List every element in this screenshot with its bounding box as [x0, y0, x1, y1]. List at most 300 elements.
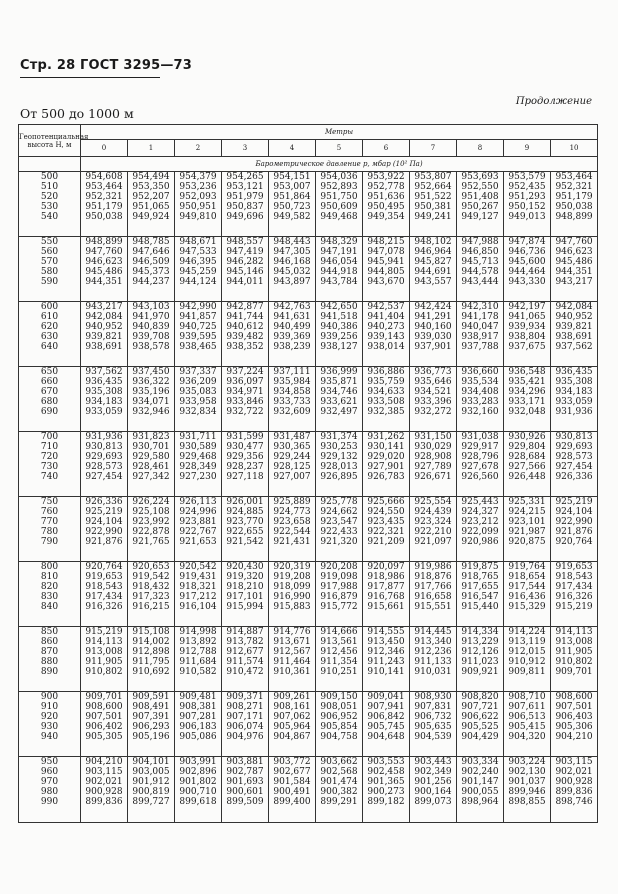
pressure-value: 954,265	[226, 172, 264, 182]
pressure-value: 913,119	[508, 637, 546, 647]
pressure-value: 919,875	[461, 562, 499, 572]
pressure-cell	[551, 367, 598, 432]
pressure-value: 951,065	[132, 202, 170, 212]
pressure-value: 952,321	[555, 182, 593, 192]
pressure-value: 946,623	[555, 247, 593, 257]
pressure-value: 909,701	[555, 667, 593, 677]
pressure-value: 902,349	[414, 767, 452, 777]
column-header: 1	[128, 140, 175, 157]
pressure-value: 907,391	[132, 712, 170, 722]
pressure-value: 913,450	[367, 637, 405, 647]
height-value: 640	[40, 342, 59, 352]
pressure-value: 909,701	[85, 692, 123, 702]
pressure-value: 935,421	[508, 377, 546, 387]
pressure-value: 933,059	[85, 407, 123, 417]
pressure-cell	[316, 237, 363, 302]
continuation-label: Продолжение	[515, 96, 592, 107]
pressure-value: 935,083	[179, 387, 217, 397]
pressure-value: 933,396	[414, 397, 452, 407]
pressure-value: 931,487	[273, 432, 311, 442]
pressure-cell	[175, 562, 222, 627]
pressure-cell	[504, 432, 551, 497]
height-value: 820	[40, 582, 59, 592]
pressure-value: 922,210	[414, 527, 452, 537]
pressure-cell	[222, 302, 269, 367]
pressure-value: 927,454	[85, 472, 123, 482]
pressure-value: 925,108	[132, 507, 170, 517]
pressure-value: 921,209	[367, 537, 405, 547]
pressure-value: 927,342	[132, 472, 170, 482]
pressure-value: 902,240	[461, 767, 499, 777]
pressure-value: 913,008	[555, 637, 593, 647]
pressure-cell	[175, 627, 222, 692]
pressure-value: 953,007	[273, 182, 311, 192]
range-label: От 500 до 1000 м	[20, 106, 134, 121]
pressure-value: 910,031	[414, 667, 452, 677]
pressure-value: 899,509	[226, 797, 264, 807]
pressure-value: 935,646	[414, 377, 452, 387]
height-value: 870	[40, 647, 59, 657]
pressure-value: 953,350	[132, 182, 170, 192]
pressure-value: 903,553	[367, 757, 405, 767]
pressure-value: 921,987	[508, 527, 546, 537]
pressure-value: 925,778	[320, 497, 358, 507]
pressure-value: 916,436	[508, 592, 546, 602]
pressure-value: 929,468	[179, 452, 217, 462]
pressure-value: 919,098	[320, 572, 358, 582]
pressure-value: 906,293	[132, 722, 170, 732]
pressure-value: 911,684	[179, 657, 217, 667]
pressure-value: 924,885	[226, 507, 264, 517]
pressure-value: 922,655	[226, 527, 264, 537]
pressure-value: 952,093	[179, 192, 217, 202]
height-value: 540	[40, 212, 59, 222]
pressure-value: 907,281	[179, 712, 217, 722]
pressure-cell	[222, 432, 269, 497]
pressure-value: 910,141	[367, 667, 405, 677]
pressure-value: 912,567	[273, 647, 311, 657]
pressure-value: 908,600	[85, 702, 123, 712]
pressure-value: 909,371	[226, 692, 264, 702]
pressure-value: 918,986	[367, 572, 405, 582]
pressure-cell	[175, 757, 222, 823]
pressure-value: 909,150	[320, 692, 358, 702]
height-value: 680	[40, 397, 59, 407]
height-value: 560	[40, 247, 59, 257]
pressure-cell	[175, 692, 222, 757]
pressure-value: 931,038	[461, 432, 499, 442]
pressure-value: 954,608	[85, 172, 123, 182]
pressure-value: 925,443	[461, 497, 499, 507]
pressure-value: 947,760	[555, 237, 593, 247]
pressure-value: 940,047	[461, 322, 499, 332]
table-row-group	[19, 627, 598, 692]
pressure-value: 919,208	[273, 572, 311, 582]
pressure-value: 941,178	[461, 312, 499, 322]
pressure-value: 906,513	[508, 712, 546, 722]
pressure-value: 932,160	[461, 407, 499, 417]
pressure-value: 905,086	[179, 732, 217, 742]
pressure-value: 923,881	[179, 517, 217, 527]
pressure-value: 903,224	[508, 757, 546, 767]
pressure-cell	[504, 497, 551, 562]
pressure-value: 945,373	[132, 267, 170, 277]
pressure-value: 909,261	[273, 692, 311, 702]
pressure-cell	[551, 172, 598, 237]
pressure-value: 931,374	[320, 432, 358, 442]
pressure-value: 908,600	[555, 692, 593, 702]
pressure-value: 904,320	[508, 732, 546, 742]
pressure-value: 902,021	[555, 767, 593, 777]
pressure-cell	[363, 497, 410, 562]
pressure-value: 908,381	[179, 702, 217, 712]
pressure-value: 921,431	[273, 537, 311, 547]
pressure-value: 930,589	[179, 442, 217, 452]
pressure-value: 930,365	[273, 442, 311, 452]
pressure-cell	[128, 692, 175, 757]
pressure-value: 929,132	[320, 452, 358, 462]
pressure-value: 944,805	[367, 267, 405, 277]
pressure-value: 936,660	[461, 367, 499, 377]
pressure-value: 925,331	[508, 497, 546, 507]
pressure-value: 937,562	[555, 342, 593, 352]
pressure-cell	[504, 237, 551, 302]
pressure-cell	[81, 757, 128, 823]
pressure-value: 902,021	[85, 777, 123, 787]
pressure-value: 912,236	[414, 647, 452, 657]
pressure-value: 937,788	[461, 342, 499, 352]
pressure-value: 943,784	[320, 277, 358, 287]
pressure-value: 920,542	[179, 562, 217, 572]
pressure-value: 948,899	[85, 237, 123, 247]
pressure-value: 930,253	[320, 442, 358, 452]
pressure-cell	[504, 562, 551, 627]
pressure-value: 900,928	[85, 787, 123, 797]
pressure-cell	[504, 627, 551, 692]
pressure-value: 951,864	[273, 192, 311, 202]
pressure-value: 939,143	[367, 332, 405, 342]
pressure-value: 915,661	[367, 602, 405, 612]
pressure-value: 917,877	[367, 582, 405, 592]
pressure-value: 910,251	[320, 667, 358, 677]
pressure-value: 905,305	[85, 732, 123, 742]
pressure-value: 949,013	[508, 212, 546, 222]
pressure-value: 932,609	[273, 407, 311, 417]
pressure-value: 943,557	[414, 277, 452, 287]
pressure-value: 935,308	[85, 387, 123, 397]
height-value: 850	[40, 627, 59, 637]
pressure-value: 913,229	[461, 637, 499, 647]
pressure-value: 920,986	[461, 537, 499, 547]
pressure-cell	[551, 627, 598, 692]
pressure-value: 938,578	[132, 342, 170, 352]
pressure-value: 924,104	[555, 507, 593, 517]
pressure-value: 939,369	[273, 332, 311, 342]
column-header: 9	[504, 140, 551, 157]
pressure-value: 942,877	[226, 302, 264, 312]
pressure-value: 914,002	[132, 637, 170, 647]
pressure-value: 951,408	[461, 192, 499, 202]
pressure-value: 951,522	[414, 192, 452, 202]
height-value: 520	[40, 192, 59, 202]
pressure-value: 914,445	[414, 627, 452, 637]
pressure-cell	[410, 562, 457, 627]
pressure-value: 940,725	[179, 322, 217, 332]
pressure-value: 948,671	[179, 237, 217, 247]
pressure-value: 950,609	[320, 202, 358, 212]
pressure-value: 899,618	[179, 797, 217, 807]
pressure-value: 954,494	[132, 172, 170, 182]
pressure-cell	[551, 692, 598, 757]
pressure-value: 912,346	[367, 647, 405, 657]
pressure-cell	[269, 237, 316, 302]
pressure-value: 928,908	[414, 452, 452, 462]
pressure-cell	[457, 692, 504, 757]
pressure-value: 907,062	[273, 712, 311, 722]
pressure-value: 942,084	[85, 312, 123, 322]
pressure-value: 924,327	[461, 507, 499, 517]
height-value: 690	[40, 407, 59, 417]
pressure-value: 940,160	[414, 322, 452, 332]
pressure-cell	[269, 367, 316, 432]
pressure-value: 931,823	[132, 432, 170, 442]
pressure-value: 903,334	[461, 757, 499, 767]
pressure-value: 933,621	[320, 397, 358, 407]
pressure-value: 911,905	[85, 657, 123, 667]
pressure-value: 947,419	[226, 247, 264, 257]
height-value: 770	[40, 517, 59, 527]
pressure-value: 922,990	[85, 527, 123, 537]
pressure-value: 921,097	[414, 537, 452, 547]
pressure-value: 912,456	[320, 647, 358, 657]
pressure-value: 904,758	[320, 732, 358, 742]
pressure-value: 915,329	[508, 602, 546, 612]
pressure-value: 944,237	[132, 277, 170, 287]
height-value: 970	[40, 777, 59, 787]
pressure-cell	[81, 302, 128, 367]
pressure-cell	[551, 562, 598, 627]
pressure-value: 948,102	[414, 237, 452, 247]
pressure-value: 918,099	[273, 582, 311, 592]
pressure-value: 921,765	[132, 537, 170, 547]
pressure-value: 924,773	[273, 507, 311, 517]
pressure-value: 921,876	[555, 527, 593, 537]
pressure-value: 943,103	[132, 302, 170, 312]
pressure-value: 941,404	[367, 312, 405, 322]
pressure-value: 940,499	[273, 322, 311, 332]
pressure-value: 922,099	[461, 527, 499, 537]
pressure-cell	[363, 237, 410, 302]
pressure-value: 938,352	[226, 342, 264, 352]
pressure-value: 946,282	[226, 257, 264, 267]
pressure-value: 923,101	[508, 517, 546, 527]
pressure-value: 945,032	[273, 267, 311, 277]
pressure-cell	[457, 302, 504, 367]
pressure-cell	[316, 497, 363, 562]
height-cell	[19, 237, 81, 302]
pressure-value: 916,547	[461, 592, 499, 602]
pressure-value: 931,711	[179, 432, 217, 442]
pressure-value: 943,444	[461, 277, 499, 287]
pressure-value: 927,566	[508, 462, 546, 472]
table-row-group	[19, 302, 598, 367]
pressure-cell	[457, 562, 504, 627]
pressure-cell	[128, 627, 175, 692]
pressure-value: 934,971	[226, 387, 264, 397]
height-value: 570	[40, 257, 59, 267]
pressure-value: 901,147	[461, 777, 499, 787]
pressure-value: 941,744	[226, 312, 264, 322]
pressure-value: 906,732	[414, 712, 452, 722]
pressure-cell	[316, 367, 363, 432]
pressure-value: 949,582	[273, 212, 311, 222]
height-value: 880	[40, 657, 59, 667]
pressure-value: 917,323	[132, 592, 170, 602]
pressure-value: 942,763	[273, 302, 311, 312]
pressure-cell	[316, 172, 363, 237]
pressure-value: 898,855	[508, 797, 546, 807]
pressure-value: 944,124	[179, 277, 217, 287]
pressure-value: 945,713	[461, 257, 499, 267]
pressure-value: 906,622	[461, 712, 499, 722]
height-value: 800	[40, 562, 59, 572]
pressure-value: 919,653	[85, 572, 123, 582]
pressure-value: 946,736	[508, 247, 546, 257]
pressure-value: 950,152	[508, 202, 546, 212]
table-row-group	[19, 172, 598, 237]
pressure-value: 919,431	[179, 572, 217, 582]
pressure-value: 937,562	[85, 367, 123, 377]
pressure-value: 898,964	[461, 797, 499, 807]
pressure-value: 920,875	[508, 537, 546, 547]
pressure-value: 950,381	[414, 202, 452, 212]
pressure-value: 923,324	[414, 517, 452, 527]
pressure-cell	[457, 627, 504, 692]
pressure-value: 942,537	[367, 302, 405, 312]
pressure-value: 918,432	[132, 582, 170, 592]
pressure-value: 921,876	[85, 537, 123, 547]
pressure-value: 920,208	[320, 562, 358, 572]
pressure-value: 937,111	[273, 367, 311, 377]
pressure-value: 939,256	[320, 332, 358, 342]
pressure-value: 940,952	[85, 322, 123, 332]
pressure-cell	[128, 757, 175, 823]
pressure-value: 935,984	[273, 377, 311, 387]
pressure-value: 951,179	[555, 192, 593, 202]
pressure-value: 919,320	[226, 572, 264, 582]
pressure-value: 903,443	[414, 757, 452, 767]
height-value: 960	[40, 767, 59, 777]
height-value: 980	[40, 787, 59, 797]
pressure-value: 936,435	[555, 367, 593, 377]
height-cell	[19, 432, 81, 497]
pressure-cell	[128, 302, 175, 367]
height-cell	[19, 367, 81, 432]
pressure-value: 937,337	[179, 367, 217, 377]
pressure-value: 928,684	[508, 452, 546, 462]
pressure-value: 919,764	[508, 562, 546, 572]
pressure-value: 912,677	[226, 647, 264, 657]
pressure-value: 920,764	[85, 562, 123, 572]
pressure-value: 935,759	[367, 377, 405, 387]
pressure-value: 906,183	[179, 722, 217, 732]
pressure-value: 928,237	[226, 462, 264, 472]
pressure-value: 953,807	[414, 172, 452, 182]
pressure-value: 937,901	[414, 342, 452, 352]
pressure-value: 946,168	[273, 257, 311, 267]
height-value: 780	[40, 527, 59, 537]
pressure-value: 944,578	[461, 267, 499, 277]
pressure-value: 938,465	[179, 342, 217, 352]
pressure-value: 941,065	[508, 312, 546, 322]
pressure-value: 931,150	[414, 432, 452, 442]
pressure-value: 945,941	[367, 257, 405, 267]
pressure-value: 951,979	[226, 192, 264, 202]
pressure-value: 926,113	[179, 497, 217, 507]
pressure-cell	[504, 757, 551, 823]
pressure-value: 951,293	[508, 192, 546, 202]
pressure-value: 914,113	[85, 637, 123, 647]
pressure-value: 902,896	[179, 767, 217, 777]
pressure-cell	[363, 757, 410, 823]
pressure-value: 902,568	[320, 767, 358, 777]
pressure-cell	[222, 692, 269, 757]
pressure-cell	[128, 432, 175, 497]
pressure-value: 934,858	[273, 387, 311, 397]
pressure-value: 949,127	[461, 212, 499, 222]
pressure-cell	[316, 757, 363, 823]
pressure-value: 926,560	[461, 472, 499, 482]
height-value: 510	[40, 182, 59, 192]
pressure-value: 945,827	[414, 257, 452, 267]
pressure-value: 939,821	[85, 332, 123, 342]
pressure-value: 949,924	[132, 212, 170, 222]
pressure-value: 924,215	[508, 507, 546, 517]
pressure-value: 939,708	[132, 332, 170, 342]
pressure-value: 900,055	[461, 787, 499, 797]
pressure-value: 927,118	[226, 472, 264, 482]
pressure-value: 907,611	[508, 702, 546, 712]
height-value: 910	[40, 702, 59, 712]
pressure-value: 943,217	[85, 302, 123, 312]
pressure-value: 916,104	[179, 602, 217, 612]
pressure-cell	[81, 367, 128, 432]
pressure-value: 934,633	[367, 387, 405, 397]
pressure-cell	[504, 302, 551, 367]
pressure-value: 903,662	[320, 757, 358, 767]
pressure-value: 936,322	[132, 377, 170, 387]
pressure-value: 914,998	[179, 627, 217, 637]
pressure-value: 913,892	[179, 637, 217, 647]
column-header: 2	[175, 140, 222, 157]
pressure-value: 928,796	[461, 452, 499, 462]
pressure-value: 904,210	[555, 732, 593, 742]
pressure-value: 915,551	[414, 602, 452, 612]
pressure-value: 907,721	[461, 702, 499, 712]
pressure-value: 932,722	[226, 407, 264, 417]
pressure-value: 902,677	[273, 767, 311, 777]
pressure-value: 910,802	[85, 667, 123, 677]
pressure-value: 935,308	[555, 377, 593, 387]
pressure-value: 928,349	[179, 462, 217, 472]
pressure-cell	[222, 497, 269, 562]
pressure-value: 909,041	[367, 692, 405, 702]
pressure-value: 944,918	[320, 267, 358, 277]
pressure-value: 932,834	[179, 407, 217, 417]
pressure-cell	[363, 172, 410, 237]
pressure-value: 905,306	[555, 722, 593, 732]
pressure-value: 947,533	[179, 247, 217, 257]
